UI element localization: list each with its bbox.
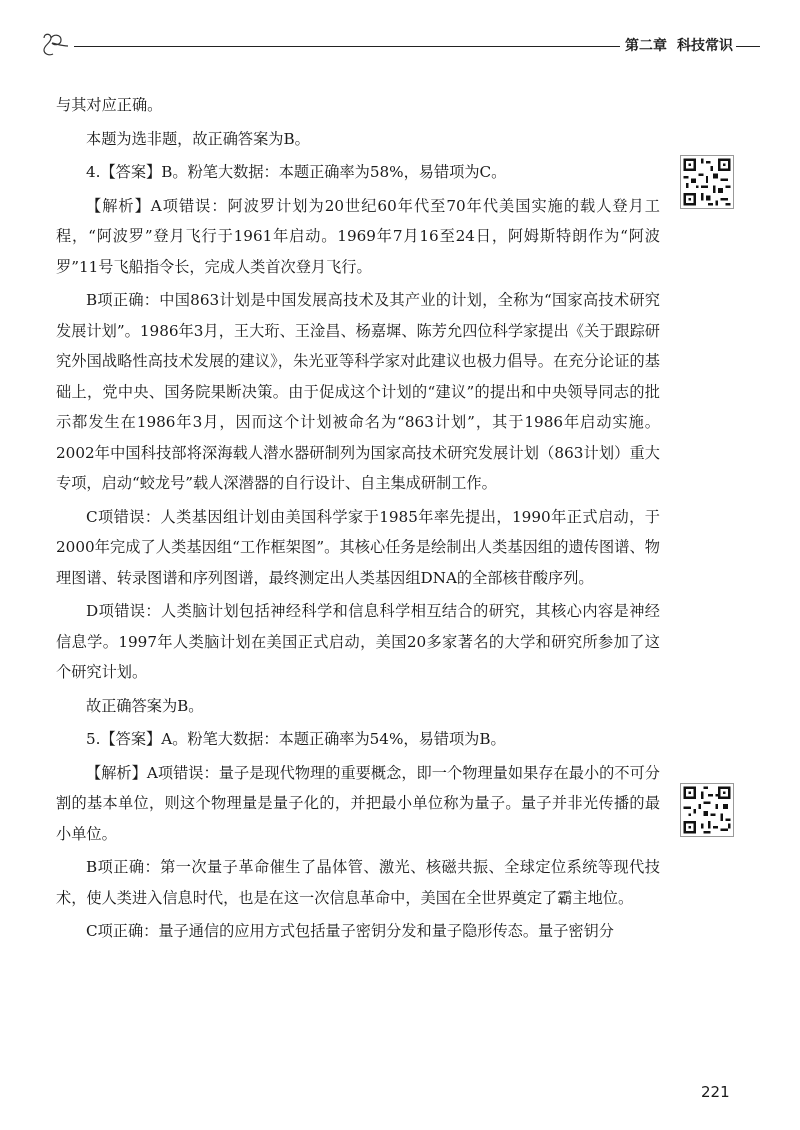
leaf-ornament-icon — [40, 32, 70, 58]
analysis-4-option-a: 【解析】A项错误：阿波罗计划为20世纪60年代至70年代美国实施的载人登月工程，“阿波罗”登月飞行于1961年启动。1969年7月16至24日，阿姆斯特朗作为“阿波罗”11号飞船指令长，完成人类首次登月飞行。 — [56, 196, 660, 276]
answer-5: 5.【答案】A。粉笔大数据：本题正确率为54%，易错项为B。 — [86, 730, 506, 748]
qr-code-icon[interactable] — [680, 783, 734, 837]
conclusion-4: 故正确答案为B。 — [86, 696, 204, 715]
analysis-4-option-b: B项正确：中国863计划是中国发展高技术及其产业的计划，全称为“国家高技术研究发展计划”。1986年3月，王大珩、王淦昌、杨嘉墀、陈芳允四位科学家提出《关于跟踪研究外国战略性高技术发展的建议》，朱光亚等科学家对此建议也极力倡导。在充分论证的基础上，党中央、国务院果断决策。由于促成这个计划的“建议”的提出和中央领导同志的批示都发生在1986年3月，因而这个计划被命名为“863计划”，其于1986年启动实施。2002年中国科技部将深海载人潜水器研制列为国家高技术研究发展计划（863计划）重大专项，启动“蛟龙号”载人深潜器的自行设计、自主集成研制工作。 — [56, 291, 660, 492]
qr-code-icon[interactable] — [680, 155, 734, 209]
paragraph-continuation: 与其对应正确。 — [56, 96, 163, 114]
analysis-4-option-d: D项错误：人类脑计划包括神经科学和信息科学相互结合的研究，其核心内容是神经信息学。1997年人类脑计划在美国正式启动，美国20多家著名的大学和研究所参加了这个研究计划。 — [56, 602, 660, 681]
header-rule-right — [736, 46, 760, 47]
chapter-title — [625, 35, 743, 55]
page-body — [56, 90, 660, 947]
paragraph-conclusion: 本题为选非题，故正确答案为B。 — [86, 129, 310, 148]
analysis-5-option-c: C项正确：量子通信的应用方式包括量子密钥分发和量子隐形传态。量子密钥分 — [86, 922, 614, 940]
chapter-number: 第二章 — [625, 38, 667, 54]
answer-4: 4.【答案】B。粉笔大数据：本题正确率为58%，易错项为C。 — [86, 163, 507, 181]
analysis-4-option-c: C项错误：人类基因组计划由美国科学家于1985年率先提出，1990年正式启动，于2000年完成了人类基因组“工作框架图”。其核心任务是绘制出人类基因组的遗传图谱、物理图谱、转录图谱和序列图谱，最终测定出人类基因组DNA的全部核苷酸序列。 — [56, 507, 660, 587]
page-number: 221 — [701, 1083, 730, 1101]
analysis-5-option-a: 【解析】A项错误：量子是现代物理的重要概念，即一个物理量如果存在最小的不可分割的基本单位，则这个物理量是量子化的，并把最小单位称为量子。量子并非光传播的最小单位。 — [56, 763, 660, 843]
chapter-section: 科技常识 — [677, 38, 733, 54]
header-rule-left — [74, 46, 620, 47]
page-header — [40, 32, 760, 62]
analysis-5-option-b: B项正确：第一次量子革命催生了晶体管、激光、核磁共振、全球定位系统等现代技术，使人类进入信息时代，也是在这一次信息革命中，美国在全世界奠定了霸主地位。 — [56, 858, 660, 907]
